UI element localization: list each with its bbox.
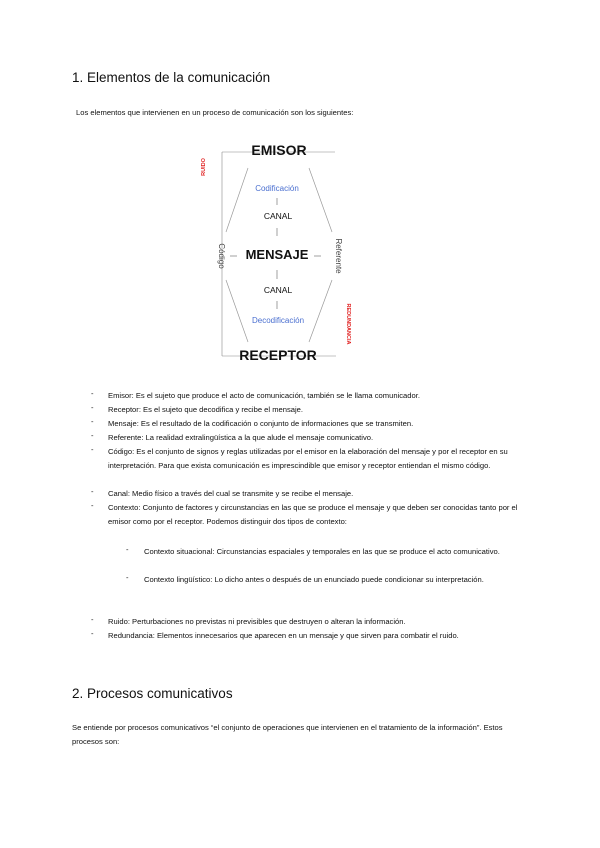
list-item-text: Ruido: Perturbaciones no previstas ni previsibles que destruyen o alteran la información. <box>108 617 406 626</box>
list-item-text: Código: Es el conjunto de signos y reglas utilizadas por el emisor en la elaboración del mensaje y por el receptor en su interpretación. Para que exista comunicación es imprescindible que emisor y receptor entiendan el mismo código. <box>108 447 508 470</box>
list-item-text: Emisor: Es el sujeto que produce el acto de comunicación, también se le llama comunicador. <box>108 391 420 400</box>
emisor-label: EMISOR <box>251 142 307 158</box>
list-item-text: Contexto lingüístico: Lo dicho antes o después de un enunciado puede condicionar su interpretación. <box>144 575 484 584</box>
section-2-paragraph: Se entiende por procesos comunicativos “el conjunto de operaciones que intervienen en el tratamiento de la información”. Estos procesos son: <box>72 723 503 746</box>
right-upper-edge <box>309 168 332 232</box>
list-item-text: Canal: Medio físico a través del cual se transmite y se recibe el mensaje. <box>108 489 354 498</box>
list-item-text: Contexto situacional: Circunstancias espaciales y temporales en las que se produce el acto comunicativo. <box>144 547 500 556</box>
mensaje-label: MENSAJE <box>245 247 309 262</box>
canal-bottom-label: CANAL <box>263 285 293 295</box>
list-item-text: Referente: La realidad extralingüística a la que alude el mensaje comunicativo. <box>108 433 374 442</box>
ruido-label: RUIDO <box>201 158 207 176</box>
left-lower-edge <box>226 280 248 342</box>
section-1-intro: Los elementos que intervienen en un proceso de comunicación son los siguientes: <box>76 108 354 117</box>
bullet: - <box>126 545 129 554</box>
section-2-title: 2. Procesos comunicativos <box>72 686 233 701</box>
bullet: - <box>91 501 94 510</box>
list-item-text: Contexto: Conjunto de factores y circunstancias en las que se produce el mensaje y que deben ser conocidas tanto por el emisor como por el receptor. Podemos distinguir dos tipos de contexto: <box>108 503 518 526</box>
section-1-title: 1. Elementos de la comunicación <box>72 70 271 85</box>
bullet: - <box>126 573 129 582</box>
bullet: - <box>91 431 94 440</box>
list-item-text: Mensaje: Es el resultado de la codificación o conjunto de informaciones que se transmiten. <box>108 419 414 428</box>
receptor-label: RECEPTOR <box>239 347 317 363</box>
canal-top-label: CANAL <box>263 211 293 221</box>
bullet: - <box>91 389 94 398</box>
decodificacion-label: Decodificación <box>251 316 305 325</box>
bullet: - <box>91 487 94 496</box>
bullet: - <box>91 445 94 454</box>
bullet: - <box>91 615 94 624</box>
bullet: - <box>91 417 94 426</box>
bullet: - <box>91 403 94 412</box>
list-item-text: Receptor: Es el sujeto que decodifica y recibe el mensaje. <box>108 405 304 414</box>
codificacion-label: Codificación <box>255 184 299 193</box>
left-upper-edge <box>226 168 248 232</box>
redundancia-label: REDUNDANCIA <box>345 303 351 345</box>
right-lower-edge <box>309 280 332 342</box>
referente-label: Referente <box>334 238 343 274</box>
list-item-text: Redundancia: Elementos innecesarios que aparecen en un mensaje y que sirven para combatir el ruido. <box>108 631 459 640</box>
bullet: - <box>91 629 94 638</box>
codigo-label: Código <box>217 243 226 269</box>
